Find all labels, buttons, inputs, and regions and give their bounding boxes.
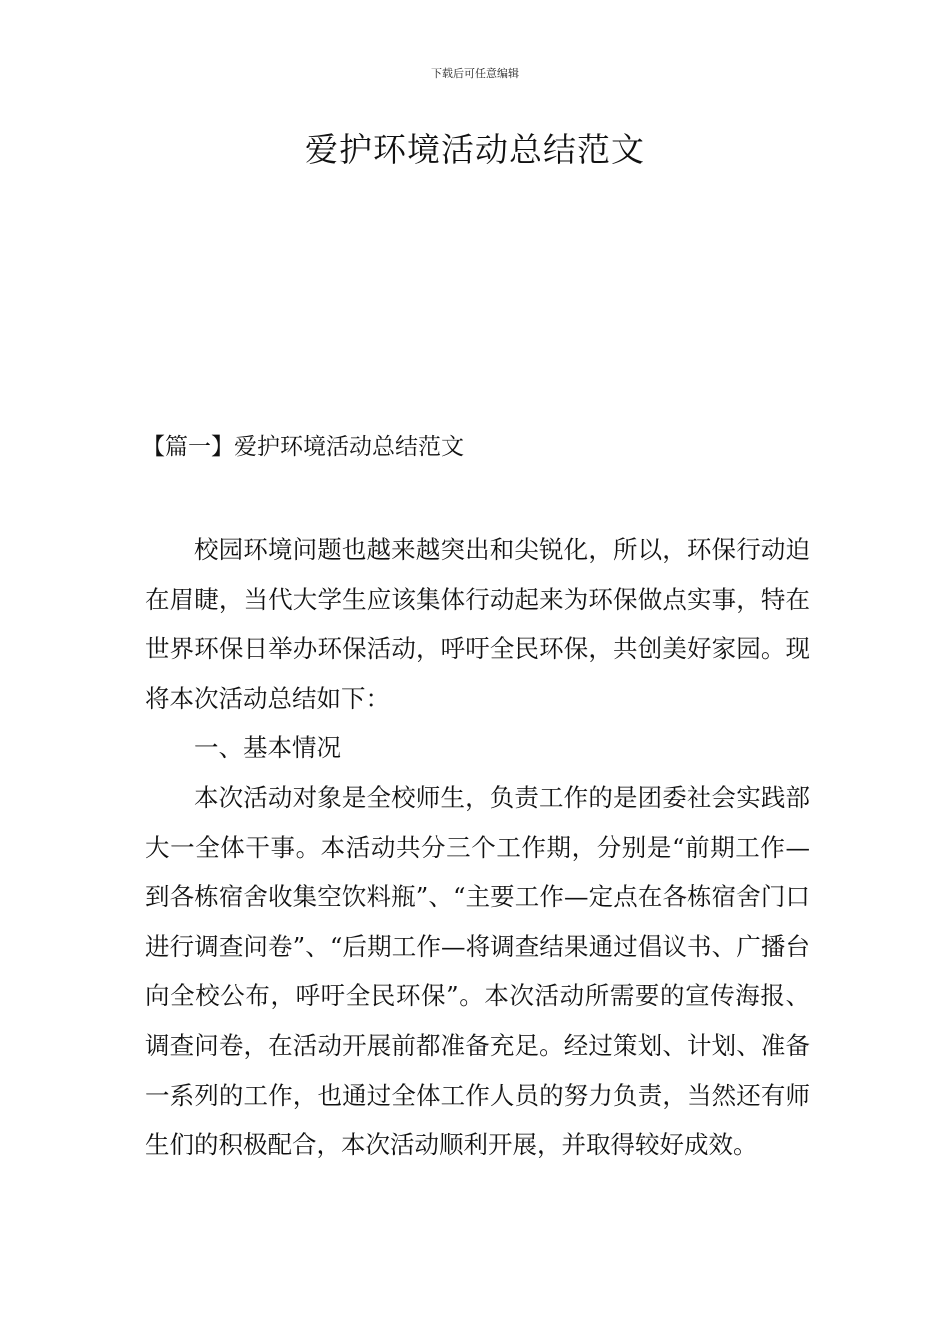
section-heading: 【篇一】爱护环境活动总结范文 — [142, 434, 464, 460]
subsection-heading: 一、基本情况 — [194, 733, 341, 763]
document-body — [145, 525, 810, 1170]
document-title: 爱护环境活动总结范文 — [305, 130, 645, 169]
basic-situation-paragraph: 本次活动对象是全校师生，负责工作的是团委社会实践部大一全体干事。本活动共分三个工作期，分别是“前期工作—到各栋宿舍收集空饮料瓶”、“主要工作—定点在各栋宿舍门口进行调查问卷”、“后期工作—将调查结果通过倡议书、广播台向全校公布，呼吁全民环保”。本次活动所需要的宣传海报、调查问卷，在活动开展前都准备充足。经过策划、计划、准备一系列的工作，也通过全体工作人员的努力负责，当然还有师生们的积极配合，本次活动顺利开展，并取得较好成效。 — [145, 782, 810, 1160]
header-note: 下载后可任意编辑 — [431, 67, 519, 80]
intro-paragraph: 校园环境问题也越来越突出和尖锐化，所以，环保行动迫在眉睫，当代大学生应该集体行动起来为环保做点实事，特在世界环保日举办环保活动，呼吁全民环保，共创美好家园。现将本次活动总结如下： — [145, 535, 810, 713]
